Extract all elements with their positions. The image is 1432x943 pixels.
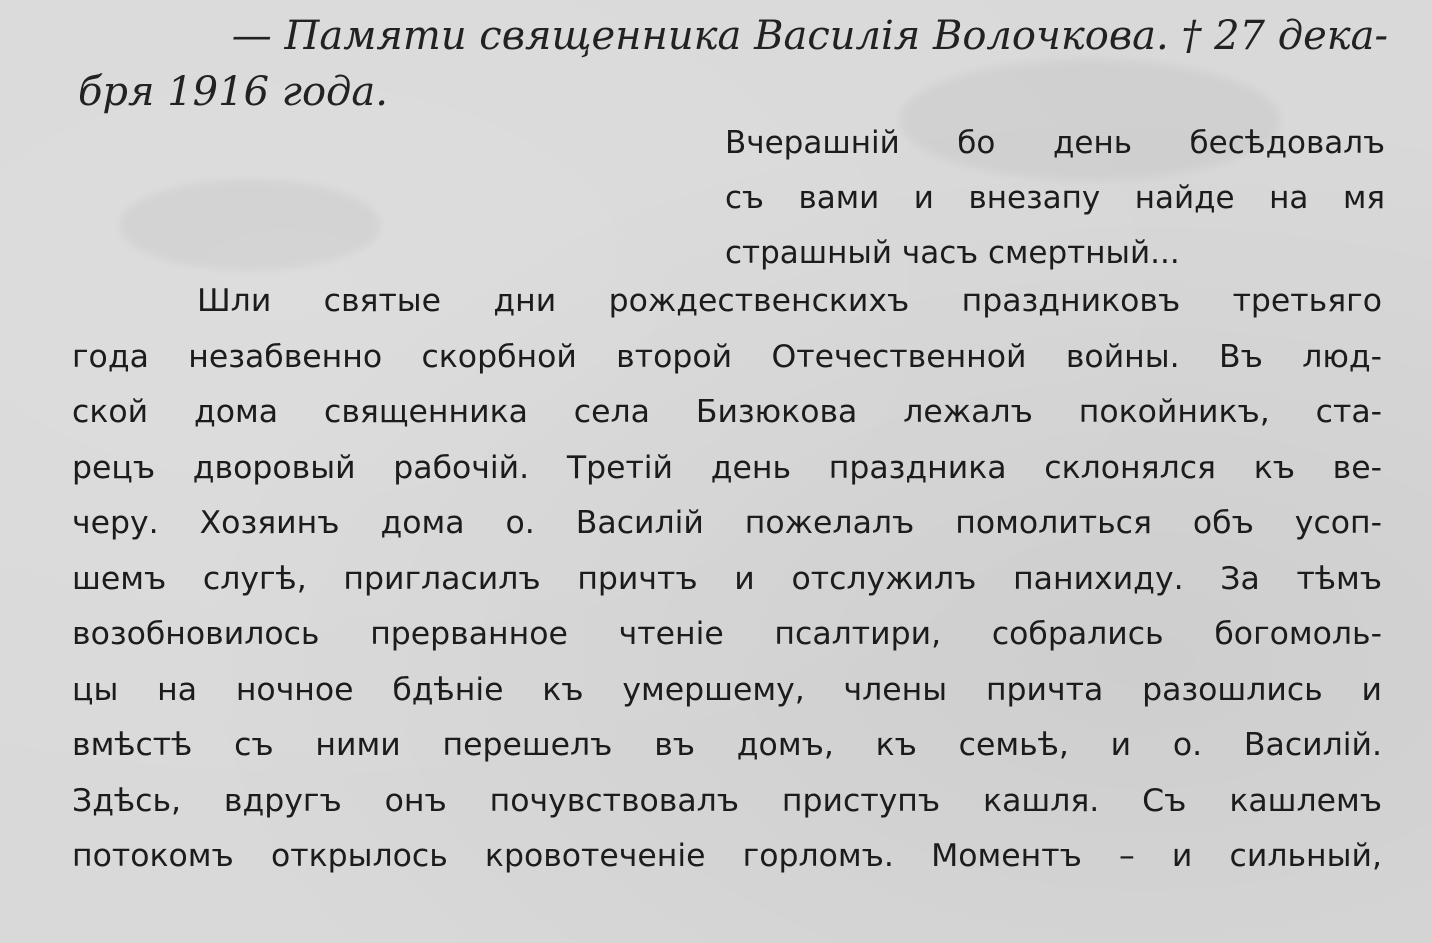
- body-line: ской дома священника села Бизюкова лежалъ покойникъ, ста-: [72, 394, 1382, 430]
- body-line: вмѣстѣ съ ними перешелъ въ домъ, къ семьѣ, и о. Василій.: [72, 727, 1382, 763]
- body-line: рецъ дворовый рабочій. Третій день праздника склонялся къ ве-: [72, 449, 1382, 486]
- body-line: черу. Хозяинъ дома о. Василій пожелалъ помолиться объ усоп-: [72, 505, 1382, 541]
- title-line-1: — Памяти священника Василія Волочкова. † 27 дека-: [231, 13, 1388, 59]
- body-line: потокомъ открылось кровотеченіе горломъ. Моментъ – и сильный,: [72, 838, 1382, 874]
- article-title: [78, 8, 1388, 120]
- body-line: шемъ слугѣ, пригласилъ причтъ и отслужилъ панихиду. За тѣмъ: [72, 560, 1382, 597]
- epigraph-line: страшный часъ смертный...: [725, 235, 1180, 271]
- epigraph: [725, 116, 1385, 281]
- body-line: возобновилось прерванное чтеніе псалтири, собрались богомоль-: [72, 616, 1382, 652]
- title-line-2: бря 1916 года.: [78, 69, 388, 115]
- body-paragraph: [72, 274, 1382, 885]
- body-line: цы на ночное бдѣніе къ умершему, члены причта разошлись и: [72, 671, 1382, 708]
- epigraph-line: Вчерашній бо день бесѣдовалъ: [725, 125, 1385, 161]
- body-line: года незабвенно скорбной второй Отечественной войны. Въ люд-: [72, 338, 1382, 375]
- epigraph-line: съ вами и внезапу найде на мя: [725, 180, 1385, 216]
- body-line: Шли святые дни рождественскихъ праздниковъ третьяго: [197, 283, 1382, 319]
- body-line: Здѣсь, вдругъ онъ почувствовалъ приступъ кашля. Съ кашлемъ: [72, 782, 1382, 819]
- paper-smudge: [120, 180, 380, 270]
